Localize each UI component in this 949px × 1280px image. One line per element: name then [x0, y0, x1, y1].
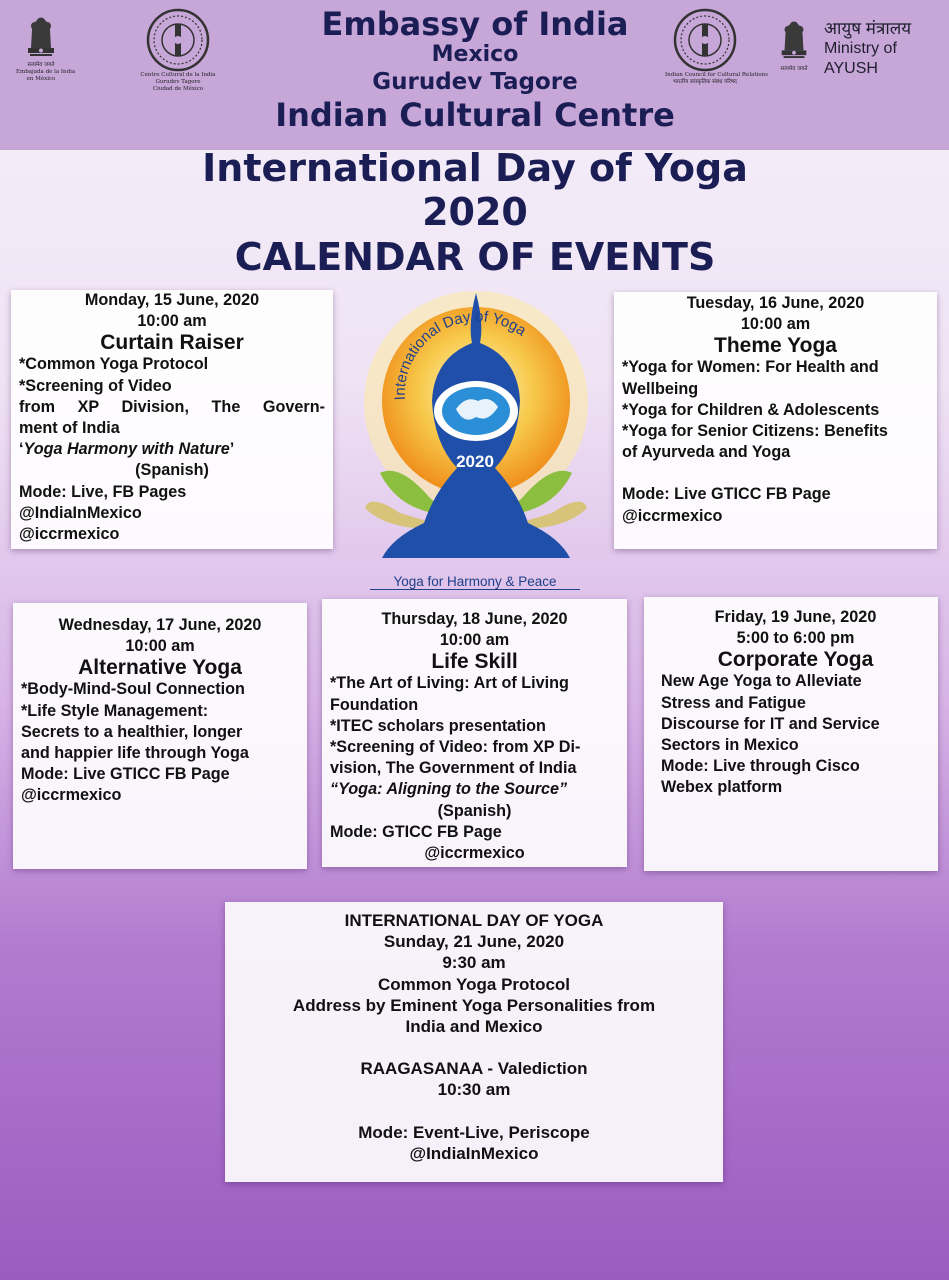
event-detail: Wellbeing	[622, 379, 699, 398]
quote-open: ‘	[19, 440, 24, 459]
logo-caption: Centro Cultural de la India	[140, 72, 216, 78]
tagore-seal-icon	[146, 8, 210, 72]
emblem-year: 2020	[456, 452, 494, 471]
event-detail: India and Mexico	[405, 1017, 543, 1037]
event-card-sunday	[225, 902, 723, 1182]
event-handle: @IndiaInMexico	[19, 503, 142, 522]
event-detail: *Body-Mind-Soul Connection	[21, 680, 245, 699]
ayush-ministry-label	[824, 18, 911, 79]
embassy-logo	[16, 12, 76, 83]
event-mode: Mode: GTICC FB Page	[330, 822, 502, 841]
event-detail: of Ayurveda and Yoga	[622, 443, 791, 462]
event-detail: vision, The Government of India	[330, 759, 577, 778]
event-date: Tuesday, 16 June, 2020	[686, 294, 865, 312]
page-subtitle: CALENDAR OF EVENTS	[234, 235, 716, 279]
page-title: International Day of Yoga	[202, 146, 748, 190]
emblem-tagline: Yoga for Harmony & Peace	[370, 574, 580, 590]
event-detail: Discourse for IT and Service	[661, 714, 880, 733]
event-mode: Mode: Live, FB Pages	[19, 482, 187, 501]
event-detail: Webex platform	[661, 778, 783, 797]
iccr-seal-icon	[673, 8, 737, 72]
header-banner	[0, 0, 949, 150]
event-mode: Mode: Live through Cisco	[661, 757, 860, 776]
ayush-emblem-logo	[772, 14, 816, 73]
event-detail: Common Yoga Protocol	[377, 974, 571, 994]
event-detail: RAAGASANAA - Valediction	[360, 1059, 588, 1079]
event-time: 10:30 am	[437, 1080, 511, 1100]
svg-text:International Day of Yoga	[392, 308, 530, 401]
event-detail: Foundation	[330, 695, 419, 714]
event-detail: and happier life through Yoga	[21, 744, 249, 763]
event-handle: @IndiaInMexico	[409, 1143, 539, 1163]
event-handle: @iccrmexico	[19, 525, 120, 544]
event-card-thursday	[322, 599, 627, 867]
logo-caption: भारतीय सांस्कृतिक संबंध परिषद	[673, 79, 737, 85]
logo-caption: Embajada de la India	[16, 69, 76, 75]
event-detail: from XP Division, The Govern-	[19, 397, 325, 416]
logo-caption: Gurudev Tagore	[155, 79, 201, 85]
logo-caption: en México	[26, 76, 56, 82]
event-card-tuesday	[614, 292, 937, 549]
event-detail: *ITEC scholars presentation	[330, 716, 546, 735]
event-video-title: “Yoga: Aligning to the Source”	[330, 780, 568, 799]
event-detail: *The Art of Living: Art of Living	[330, 674, 569, 693]
logo-caption: Indian Council for Cultural Relations	[665, 72, 768, 78]
quote-close: ’	[229, 440, 235, 459]
spacer	[233, 1037, 715, 1058]
event-detail: Stress and Fatigue	[661, 693, 806, 712]
event-mode: Mode: Live GTICC FB Page	[622, 485, 831, 504]
header-title-tagore: Gurudev Tagore	[372, 69, 578, 95]
event-time: 10:00 am	[125, 637, 195, 656]
page-title-year: 2020	[422, 190, 528, 234]
event-title: Life Skill	[431, 650, 518, 674]
event-card-friday	[644, 597, 938, 871]
cultural-centre-logo	[138, 8, 218, 93]
event-time: 10:00 am	[439, 631, 510, 650]
header-title-centre: Indian Cultural Centre	[275, 96, 675, 134]
event-video-title	[19, 439, 325, 460]
ashoka-emblem-icon	[22, 12, 60, 62]
ayush-hindi-name: आयुष मंत्रालय	[824, 19, 912, 38]
event-detail: *Life Style Management:	[21, 701, 209, 720]
logo-caption: सत्यमेव जयते	[27, 62, 55, 68]
event-time: 10:00 am	[740, 315, 811, 334]
header-title-country: Mexico	[431, 42, 519, 67]
event-language: (Spanish)	[437, 801, 512, 820]
event-detail: Address by Eminent Yoga Personalities from	[292, 995, 656, 1015]
ashoka-emblem-icon	[776, 14, 812, 66]
event-detail: *Yoga for Senior Citizens: Benefits	[622, 422, 888, 441]
event-mode: Mode: Event-Live, Periscope	[358, 1122, 590, 1142]
event-detail: Secrets to a healthier, longer	[21, 722, 243, 741]
event-detail: New Age Yoga to Alleviate	[661, 672, 862, 691]
event-date: Thursday, 18 June, 2020	[381, 610, 568, 628]
event-mode: Mode: Live GTICC FB Page	[21, 765, 230, 784]
event-detail: *Yoga for Women: For Health and	[622, 358, 879, 377]
video-title-italic: Yoga Harmony with Nature	[23, 440, 230, 459]
header-title-embassy: Embassy of India	[321, 5, 629, 43]
event-card-monday	[11, 290, 333, 549]
event-time: 5:00 to 6:00 pm	[736, 629, 855, 648]
event-detail: *Yoga for Children & Adolescents	[622, 400, 880, 419]
event-date: Monday, 15 June, 2020	[84, 291, 260, 309]
event-date: Wednesday, 17 June, 2020	[58, 616, 262, 634]
logo-caption: सत्यमेव जयते	[780, 66, 808, 72]
event-heading: INTERNATIONAL DAY OF YOGA	[344, 911, 604, 930]
emblem-arc-label: International Day of Yoga	[391, 308, 530, 401]
ayush-english-name: Ministry of	[824, 40, 897, 57]
spacer	[233, 1101, 715, 1122]
event-title: Curtain Raiser	[100, 331, 244, 355]
iccr-logo	[665, 8, 768, 86]
event-handle: @iccrmexico	[622, 506, 723, 525]
event-title: Corporate Yoga	[717, 648, 874, 672]
event-date: Sunday, 21 June, 2020	[383, 932, 565, 952]
event-detail: *Screening of Video: from XP Di-	[330, 738, 581, 757]
event-title: Alternative Yoga	[78, 656, 242, 680]
ayush-english-name: AYUSH	[824, 60, 878, 77]
event-date: Friday, 19 June, 2020	[714, 608, 877, 626]
event-detail: Sectors in Mexico	[661, 736, 799, 755]
event-time: 10:00 am	[137, 312, 207, 331]
logo-caption: Ciudad de México	[152, 86, 204, 92]
event-detail: ment of India	[19, 419, 120, 438]
event-detail: *Screening of Video	[19, 376, 172, 395]
event-language: (Spanish)	[135, 461, 209, 480]
event-card-wednesday	[13, 603, 307, 869]
event-handle: @iccrmexico	[424, 844, 525, 863]
event-title: Theme Yoga	[714, 334, 837, 358]
event-handle: @iccrmexico	[21, 786, 122, 805]
emblem-arc-text	[390, 308, 560, 408]
spacer	[622, 463, 929, 484]
event-time: 9:30 am	[442, 953, 506, 973]
event-detail: *Common Yoga Protocol	[19, 355, 209, 374]
